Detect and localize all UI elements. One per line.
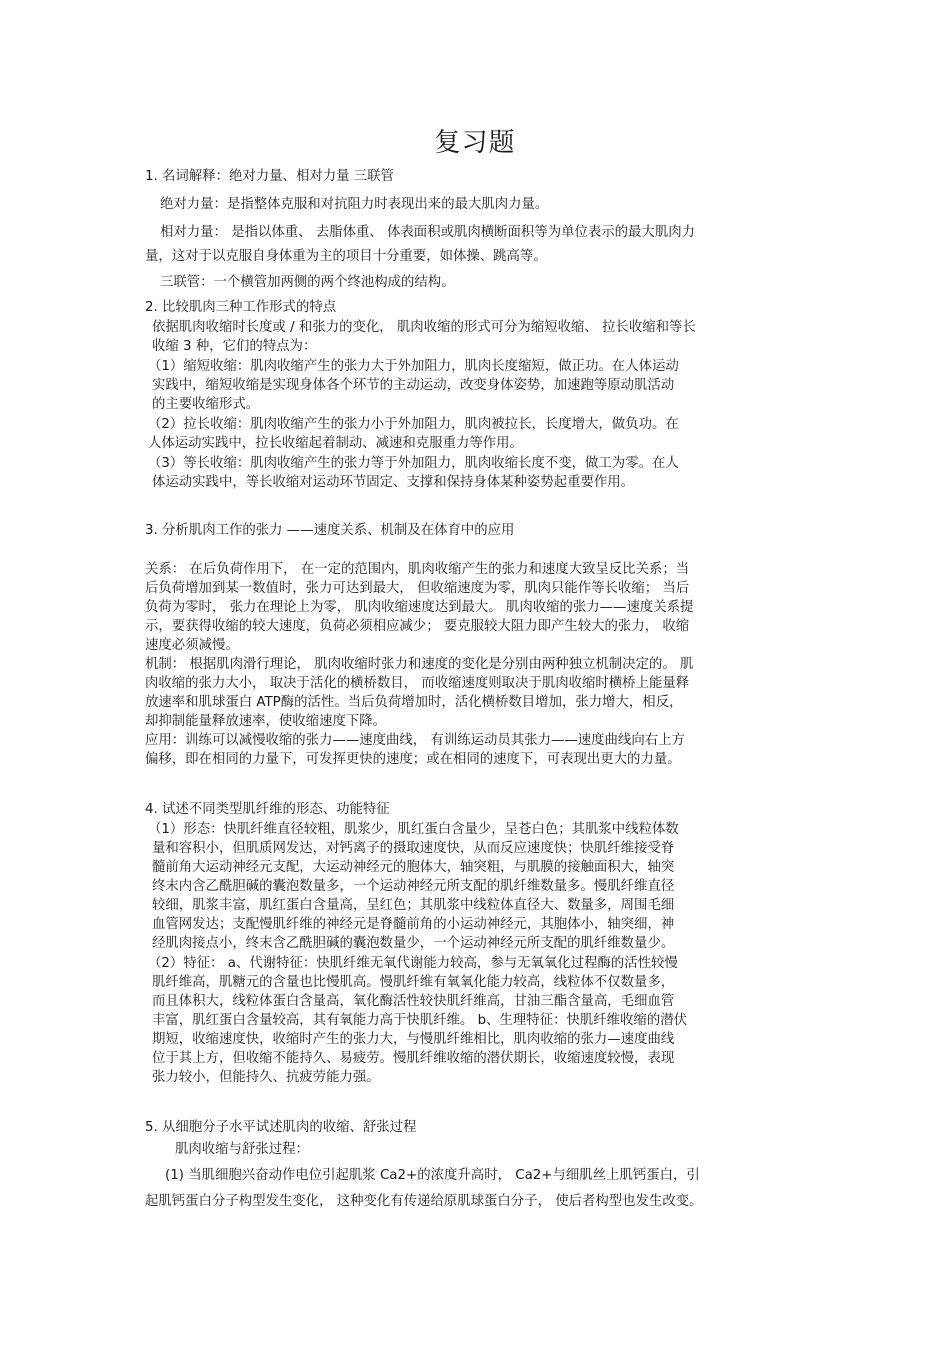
text-line: 绝对力量：是指整体克服和对抗阻力时表现出来的最大肌肉力量。 <box>160 197 549 212</box>
text-line: 体运动实践中，等长收缩对运动环节固定、支撑和保持身体某种姿势起重要作用。 <box>152 475 635 490</box>
text-line: 起肌钙蛋白分子构型发生变化， 这种变化有传递给原肌球蛋白分子， 使后者构型也发生改变。 <box>145 1194 703 1209</box>
text-line: 量和容积小，但肌质网发达，对钙离子的摄取速度快，从而反应速度快；快肌纤维接受脊 <box>152 841 675 856</box>
text-line: 肌肉收缩与舒张过程： <box>175 1142 309 1157</box>
text-line: 3. 分析肌肉工作的张力 ——速度关系、机制及在体育中的应用 <box>145 523 515 538</box>
text-line: 而且体积大，线粒体蛋白含量高，氧化酶活性较快肌纤维高，甘油三酯含量高，毛细血管 <box>152 994 675 1009</box>
text-line: 依据肌肉收缩时长度或 / 和张力的变化， 肌肉收缩的形式可分为缩短收缩、 拉长收缩和等长 <box>152 320 696 335</box>
text-line: 相对力量： 是指以体重、 去脂体重、 体表面积或肌肉横断面积等为单位表示的最大肌肉力 <box>160 225 696 240</box>
text-line: 负荷为零时， 张力在理论上为零， 肌肉收缩速度达到最大。 肌肉收缩的张力——速度关系提 <box>145 600 694 615</box>
text-line: 血管网发达；支配慢肌纤维的神经元是脊髓前角的小运动神经元，其胞体小，轴突细，神 <box>152 917 675 932</box>
text-line: 较细，肌浆丰富，肌红蛋白含量高，呈红色；其肌浆中线粒体直径大、数量多，周围毛细 <box>152 898 675 913</box>
text-line: 人体运动实践中，拉长收缩起着制动、减速和克服重力等作用。 <box>148 436 523 451</box>
text-line: 后负荷增加到某一数值时，张力可达到最大， 但收缩速度为零，肌肉只能作等长收缩； 当后 <box>145 581 690 596</box>
text-line: 张力较小，但能持久、抗疲劳能力强。 <box>152 1070 380 1085</box>
text-line: 量，这对于以克服自身体重为主的项目十分重要，如体操、跳高等。 <box>145 249 547 264</box>
page-title: 复习题 <box>434 128 516 158</box>
text-line: 收缩 3 种，它们的特点为： <box>152 339 317 354</box>
text-line: 偏移，即在相同的力量下，可发挥更快的速度；或在相同的速度下，可表现出更大的力量。 <box>145 752 681 767</box>
text-line: 示，要获得收缩的较大速度，负荷必须相应减少； 要克服较大阻力即产生较大的张力， 收缩 <box>145 619 690 634</box>
text-line: 2. 比较肌肉三种工作形式的特点 <box>145 300 337 315</box>
text-line: 关系： 在后负荷作用下， 在一定的范围内，肌肉收缩产生的张力和速度大致呈反比关系；当 <box>145 562 690 577</box>
text-line: 丰富，肌红蛋白含量较高，其有氧能力高于快肌纤维。 b、生理特征：快肌纤维收缩的潜伏 <box>152 1013 687 1028</box>
text-line: （2）拉长收缩：肌肉收缩产生的张力小于外加阻力，肌肉被拉长，长度增大，做负功。在 <box>148 417 679 432</box>
text-line: （1）形态：快肌纤维直径较粗，肌浆少，肌红蛋白含量少，呈苍白色；其肌浆中线粒体数 <box>148 822 679 837</box>
text-line: （1）缩短收缩：肌肉收缩产生的张力大于外加阻力，肌肉长度缩短，做正功。在人体运动 <box>148 359 679 374</box>
text-line: 1. 名词解释：绝对力量、相对力量 三联管 <box>145 169 394 184</box>
text-line: 期短，收缩速度快，收缩时产生的张力大，与慢肌纤维相比，肌肉收缩的张力—速度曲线 <box>152 1032 675 1047</box>
text-line: (1) 当肌细胞兴奋动作电位引起肌浆 Ca2+的浓度升高时， Ca2+与细肌丝上肌钙蛋白，引 <box>165 1168 700 1183</box>
text-line: 4. 试述不同类型肌纤维的形态、功能特征 <box>145 802 390 817</box>
text-line: 经肌肉接点小，终末含乙酰胆碱的囊泡数量少，一个运动神经元所支配的肌纤维数量少。 <box>152 936 675 951</box>
text-line: 肌纤维高，肌糖元的含量也比慢肌高。慢肌纤维有氧氧化能力较高，线粒体不仅数量多， <box>152 975 675 990</box>
text-line: 却抑制能量释放速率，使收缩速度下降。 <box>145 714 387 729</box>
text-line: 位于其上方，但收缩不能持久、易疲劳。慢肌纤维收缩的潜伏期长，收缩速度较慢，表现 <box>152 1051 675 1066</box>
text-line: 5. 从细胞分子水平试述肌肉的收缩、舒张过程 <box>145 1120 417 1135</box>
text-line: （2）特征： a、代谢特征：快肌纤维无氧代谢能力较高，参与无氧氧化过程酶的活性较慢 <box>148 956 678 971</box>
text-line: 的主要收缩形式。 <box>152 397 260 412</box>
text-line: 终末内含乙酰胆碱的囊泡数量多，一个运动神经元所支配的肌纤维数量多。慢肌纤维直径 <box>152 879 675 894</box>
text-line: 三联管：一个横管加两侧的两个终池构成的结构。 <box>160 275 455 290</box>
text-line: （3）等长收缩：肌肉收缩产生的张力等于外加阻力，肌肉收缩长度不变，做工为零。在人 <box>148 456 679 471</box>
text-line: 髓前角大运动神经元支配，大运动神经元的胞体大，轴突粗，与肌膜的接触面积大，轴突 <box>152 860 675 875</box>
text-line: 机制： 根据肌肉滑行理论， 肌肉收缩时张力和速度的变化是分别由两种独立机制决定的。 肌 <box>145 657 694 672</box>
text-line: 肉收缩的张力大小， 取决于活化的横桥数目， 而收缩速度则取决于肌肉收缩时横桥上能量释 <box>145 676 690 691</box>
text-line: 应用：训练可以减慢收缩的张力——速度曲线， 有训练运动员其张力——速度曲线向右上方 <box>145 733 685 748</box>
text-line: 速度必须减慢。 <box>145 638 239 653</box>
text-line: 放速率和肌球蛋白 ATP酶的活性。当后负荷增加时，活化横桥数目增加，张力增大，相反， <box>145 695 683 710</box>
text-line: 实践中，缩短收缩是实现身体各个环节的主动运动，改变身体姿势，加速跑等原动肌活动 <box>152 378 675 393</box>
